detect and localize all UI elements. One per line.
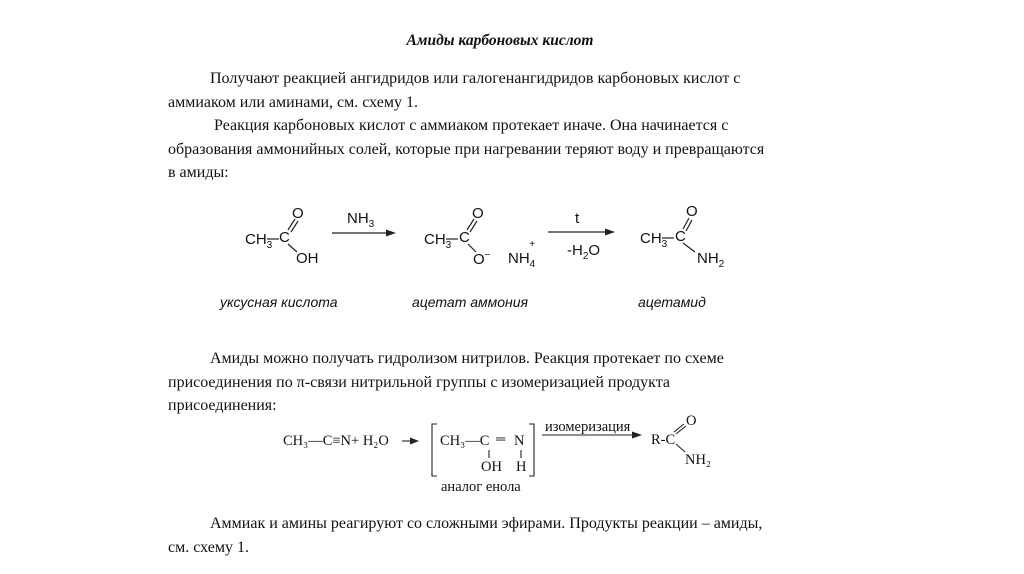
label-acetamide: ацетамид <box>638 294 706 310</box>
text-line: аммиаком или аминами, см. схему 1. <box>168 93 418 111</box>
charge: + <box>529 239 536 250</box>
atom-o: O <box>588 242 601 259</box>
label-isomerization: изомеризация <box>545 419 631 435</box>
atom-c: C <box>459 229 470 246</box>
label-acetic-acid: уксусная кислота <box>220 294 338 310</box>
enol-carbon: CH₃—C <box>440 433 490 449</box>
atom-o: O <box>686 203 698 220</box>
text-line: присоединения по π-связи нитрильной группы с изомеризацией продукта <box>168 373 671 391</box>
text-line: Получают реакцией ангидридов или галогенангидридов карбоновых кислот с <box>210 70 741 87</box>
text-line: в амиды: <box>168 164 229 181</box>
subscript: 3 <box>661 239 668 250</box>
atom-c: C <box>279 229 290 246</box>
group-nh2: NH₂ <box>685 452 711 468</box>
atom-c: C <box>675 228 686 245</box>
atom-o: O <box>686 413 697 429</box>
label-enol-analog: аналог енола <box>441 479 521 495</box>
subscript: 4 <box>529 259 536 270</box>
condition-heat: t <box>575 210 580 227</box>
subscript: 2 <box>718 259 725 270</box>
amide-carbon: R-C <box>651 432 676 448</box>
reagent-nh3: NH <box>347 210 369 227</box>
nitrile-reactants: CH₃—C≡N+ H₂O <box>283 433 389 449</box>
subscript: 3 <box>445 240 452 251</box>
text-line: Амиды можно получать гидролизом нитрилов. Реакция протекает по схеме <box>210 350 724 367</box>
atom-o-anion: O <box>473 251 485 268</box>
text-line: образования аммонийных солей, которые при нагревании теряют воду и превращаются <box>168 140 765 158</box>
subscript: 2 <box>582 251 589 262</box>
formula-ch3: CH <box>424 231 446 248</box>
text-line: Реакция карбоновых кислот с аммиаком протекает иначе. Она начинается с <box>214 117 729 134</box>
page-title: Амиды карбоновых кислот <box>406 32 594 49</box>
subscript: 3 <box>266 240 273 251</box>
group-nh2: NH <box>697 250 719 267</box>
formula-ch3: CH <box>245 231 267 248</box>
charge: − <box>484 250 491 261</box>
text-line: см. схему 1. <box>168 538 249 556</box>
condition-water-loss: -H <box>567 242 583 259</box>
text-line: присоединения: <box>168 397 277 414</box>
atom-h: H <box>516 459 527 475</box>
atom-o: O <box>292 205 304 222</box>
subscript: 3 <box>368 219 375 230</box>
paragraph-esters <box>168 512 838 559</box>
group-oh: OH <box>481 459 502 475</box>
text-line: Аммиак и амины реагируют со сложными эфирами. Продукты реакции – амиды, <box>210 515 763 532</box>
double-bond: ═ <box>496 431 506 446</box>
ammonium: NH <box>508 250 530 267</box>
label-ammonium-acetate: ацетат аммония <box>412 294 528 310</box>
atom-o: O <box>472 205 484 222</box>
atom-n: N <box>514 433 525 449</box>
formula-ch3: CH <box>640 230 662 247</box>
group-oh: OH <box>296 250 319 267</box>
